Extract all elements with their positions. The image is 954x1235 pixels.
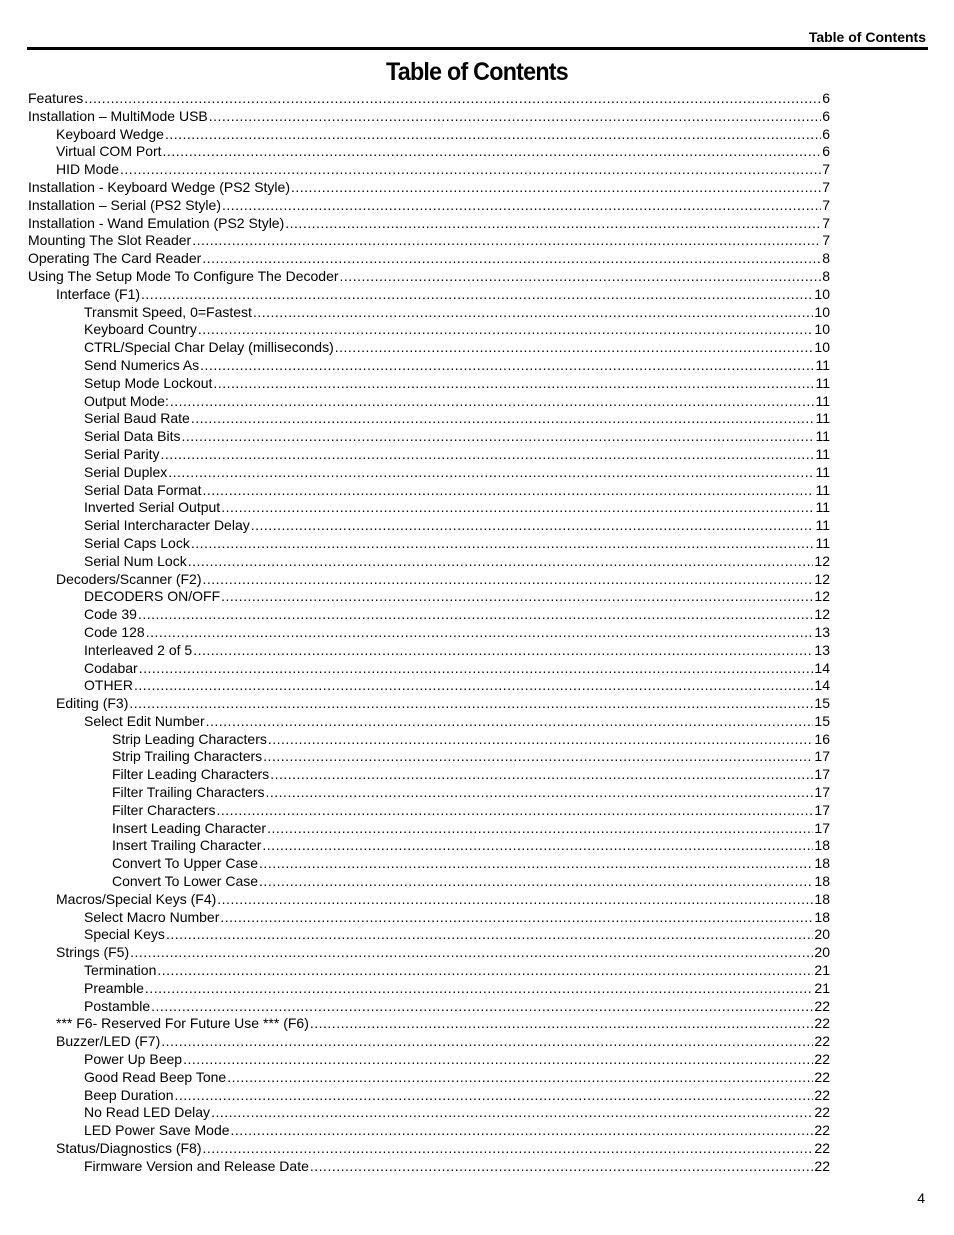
toc-entry-label: Select Edit Number <box>84 712 205 729</box>
toc-entry-label: No Read LED Delay <box>84 1104 211 1121</box>
toc-entry-page: 17 <box>814 748 830 765</box>
dot-leader <box>310 1015 814 1033</box>
dot-leader <box>231 1122 814 1140</box>
dot-leader <box>203 1140 814 1158</box>
dot-leader <box>253 304 813 322</box>
toc-entry[interactable] <box>28 1015 830 1033</box>
toc-entry-label: Macros/Special Keys (F4) <box>56 890 217 907</box>
toc-entry-label: Transmit Speed, 0=Fastest <box>84 303 252 320</box>
dot-leader <box>139 660 814 678</box>
dot-leader <box>146 624 814 642</box>
toc-entry-label: *** F6- Reserved For Future Use *** (F6) <box>56 1015 309 1032</box>
toc-entry-page: 11 <box>815 463 830 480</box>
toc-entry-label: Output Mode: <box>84 392 169 409</box>
toc-entry[interactable] <box>28 802 830 820</box>
toc-entry[interactable] <box>28 464 830 482</box>
toc-entry-page: 7 <box>822 161 830 178</box>
toc-entry-label: HID Mode <box>56 161 120 178</box>
toc-entry[interactable] <box>28 410 830 428</box>
toc-entry-page: 22 <box>814 1051 830 1068</box>
toc-entry-label: Buzzer/LED (F7) <box>56 1033 161 1050</box>
dot-leader <box>206 713 814 731</box>
toc-entry-page: 18 <box>814 855 830 872</box>
toc-entry-page: 17 <box>814 784 830 801</box>
toc-entry[interactable] <box>28 766 830 784</box>
toc-entry[interactable] <box>28 820 830 838</box>
toc-entry[interactable] <box>28 588 830 606</box>
toc-entry-page: 10 <box>814 321 830 338</box>
toc-entry[interactable] <box>28 446 830 464</box>
toc-entry-page: 22 <box>814 1033 830 1050</box>
toc-entry[interactable] <box>28 286 830 304</box>
toc-entry-page: 17 <box>814 819 830 836</box>
toc-entry-page: 15 <box>814 695 830 712</box>
dot-leader <box>168 464 814 482</box>
toc-entry-label: Send Numerics As <box>84 356 200 373</box>
toc-entry-page: 22 <box>814 1104 830 1121</box>
toc-entry[interactable] <box>28 624 830 642</box>
toc-entry[interactable] <box>28 944 830 962</box>
dot-leader <box>266 784 814 802</box>
dot-leader <box>227 1069 813 1087</box>
toc-entry-page: 18 <box>814 873 830 890</box>
dot-leader <box>263 748 813 766</box>
toc-entry-page: 11 <box>815 481 830 498</box>
toc-entry-page: 12 <box>814 570 830 587</box>
dot-leader <box>209 108 821 126</box>
toc-entry-label: Strip Leading Characters <box>112 730 267 747</box>
toc-entry-label: Installation – Serial (PS2 Style) <box>28 196 221 213</box>
toc-entry[interactable] <box>28 375 830 393</box>
dot-leader <box>220 909 813 927</box>
toc-entry-label: Insert Trailing Character <box>112 837 262 854</box>
dot-leader <box>120 161 821 179</box>
toc-entry-label: Setup Mode Lockout <box>84 374 213 391</box>
toc-entry-page: 17 <box>814 801 830 818</box>
toc-entry-label: Virtual COM Port <box>56 143 162 160</box>
toc-entry-page: 7 <box>822 232 830 249</box>
dot-leader <box>262 837 813 855</box>
toc-entry-page: 12 <box>814 606 830 623</box>
toc-entry[interactable] <box>28 660 830 678</box>
toc-entry-page: 18 <box>814 908 830 925</box>
toc-entry[interactable] <box>28 855 830 873</box>
dot-leader <box>221 588 813 606</box>
toc-entry[interactable] <box>28 731 830 749</box>
toc-entry-label: Code 128 <box>84 623 145 640</box>
toc-entry-page: 21 <box>814 962 830 979</box>
toc-entry-label: Interface (F1) <box>56 285 141 302</box>
dot-leader <box>221 499 814 517</box>
toc-entry-label: Operating The Card Reader <box>28 250 202 267</box>
toc-entry-label: Installation – MultiMode USB <box>28 107 208 124</box>
toc-entry[interactable] <box>28 161 830 179</box>
toc-entry-page: 11 <box>815 410 830 427</box>
toc-entry-label: Serial Duplex <box>84 463 168 480</box>
dot-leader <box>267 820 813 838</box>
toc-entry-page: 11 <box>815 499 830 516</box>
toc-entry-page: 11 <box>815 392 830 409</box>
toc-entry-page: 11 <box>815 517 830 534</box>
toc-entry-page: 22 <box>814 997 830 1014</box>
dot-leader <box>285 215 821 233</box>
toc-entry-page: 18 <box>814 890 830 907</box>
toc-entry-label: Decoders/Scanner (F2) <box>56 570 202 587</box>
toc-entry[interactable] <box>28 695 830 713</box>
toc-entry[interactable] <box>28 962 830 980</box>
toc-entry-page: 17 <box>814 766 830 783</box>
toc-entry-page: 8 <box>822 250 830 267</box>
toc-entry-page: 6 <box>822 125 830 142</box>
toc-entry[interactable] <box>28 926 830 944</box>
toc-entry-page: 20 <box>814 926 830 943</box>
toc-entry[interactable] <box>28 179 830 197</box>
toc-entry-page: 22 <box>814 1122 830 1139</box>
toc-entry-label: Features <box>28 90 84 106</box>
dot-leader <box>166 926 813 944</box>
toc-entry-label: Serial Data Bits <box>84 428 181 445</box>
dot-leader <box>340 268 821 286</box>
dot-leader <box>188 553 814 571</box>
dot-leader <box>335 339 814 357</box>
dot-leader <box>222 197 821 215</box>
toc-entry-page: 22 <box>814 1068 830 1085</box>
toc-entry-label: Keyboard Wedge <box>56 125 164 142</box>
toc-entry-page: 11 <box>815 374 830 391</box>
toc-entry[interactable] <box>28 517 830 535</box>
toc-entry-page: 12 <box>814 552 830 569</box>
toc-entry-label: Filter Leading Characters <box>112 766 270 783</box>
toc-entry-label: Filter Characters <box>112 801 216 818</box>
toc-entry-page: 22 <box>814 1140 830 1157</box>
toc-entry[interactable] <box>28 891 830 909</box>
toc-entry[interactable] <box>28 909 830 927</box>
toc-entry[interactable] <box>28 215 830 233</box>
toc-entry-label: OTHER <box>84 677 133 694</box>
toc-entry-label: Serial Baud Rate <box>84 410 190 427</box>
dot-leader <box>130 944 813 962</box>
toc-entry-page: 14 <box>814 659 830 676</box>
dot-leader <box>191 410 815 428</box>
toc-entry-page: 22 <box>814 1157 830 1174</box>
toc-entry-page: 20 <box>814 944 830 961</box>
toc-entry[interactable] <box>28 1104 830 1122</box>
dot-leader <box>163 143 821 161</box>
toc-entry[interactable] <box>28 339 830 357</box>
dot-leader <box>145 980 814 998</box>
toc-entry[interactable] <box>28 1087 830 1105</box>
toc-entry[interactable] <box>28 1033 830 1051</box>
toc-entry-label: Mounting The Slot Reader <box>28 232 192 249</box>
toc-entry-label: Codabar <box>84 659 138 676</box>
toc-entry[interactable] <box>28 482 830 500</box>
toc-entry-page: 11 <box>815 356 830 373</box>
dot-leader <box>310 1158 814 1176</box>
toc-entry[interactable] <box>28 197 830 215</box>
toc-entry[interactable] <box>28 677 830 695</box>
dot-leader <box>181 428 814 446</box>
dot-leader <box>291 179 821 197</box>
toc-entry[interactable] <box>28 428 830 446</box>
toc-entry-label: Serial Intercharacter Delay <box>84 517 250 534</box>
dot-leader <box>251 517 815 535</box>
toc-entry[interactable] <box>28 553 830 571</box>
dot-leader <box>192 232 821 250</box>
dot-leader <box>175 1087 814 1105</box>
toc-entry[interactable] <box>28 837 830 855</box>
dot-leader <box>165 126 821 144</box>
dot-leader <box>203 571 814 589</box>
toc-entry[interactable] <box>28 713 830 731</box>
toc-entry[interactable] <box>28 250 830 268</box>
dot-leader <box>138 606 813 624</box>
toc-entry[interactable] <box>28 1158 830 1176</box>
toc-entry[interactable] <box>28 642 830 660</box>
dot-leader <box>183 1051 813 1069</box>
toc-entry-label: Convert To Lower Case <box>112 873 259 890</box>
toc-entry-label: Installation - Wand Emulation (PS2 Style) <box>28 214 285 231</box>
toc-entry-page: 22 <box>814 1015 830 1032</box>
dot-leader <box>193 642 813 660</box>
dot-leader <box>129 695 813 713</box>
dot-leader <box>202 250 821 268</box>
toc-entry[interactable] <box>28 393 830 411</box>
toc-entry-label: Convert To Upper Case <box>112 855 259 872</box>
toc-entry-label: Interleaved 2 of 5 <box>84 641 193 658</box>
toc-entry-label: Using The Setup Mode To Configure The Decoder <box>28 267 339 284</box>
dot-leader <box>259 873 813 891</box>
dot-leader <box>151 998 813 1016</box>
toc-entry-label: CTRL/Special Char Delay (milliseconds) <box>84 339 334 356</box>
toc-entry-label: Insert Leading Character <box>112 819 267 836</box>
toc-entry-page: 6 <box>822 143 830 160</box>
toc-entry-page: 11 <box>815 445 830 462</box>
toc-entry-page: 7 <box>822 214 830 231</box>
toc-entry[interactable] <box>28 873 830 891</box>
toc-entry-page: 10 <box>814 285 830 302</box>
toc-entry-page: 16 <box>814 730 830 747</box>
toc-entry[interactable] <box>28 784 830 802</box>
toc-entry-page: 10 <box>814 339 830 356</box>
toc-entry[interactable] <box>28 571 830 589</box>
toc-entry-label: Status/Diagnostics (F8) <box>56 1140 202 1157</box>
toc-entry-page: 14 <box>814 677 830 694</box>
toc-entry-label: Special Keys <box>84 926 165 943</box>
dot-leader <box>213 375 814 393</box>
toc-entry[interactable] <box>28 1069 830 1087</box>
header-rule <box>27 47 928 50</box>
toc-entry-label: Keyboard Country <box>84 321 197 338</box>
toc-entry[interactable] <box>28 1051 830 1069</box>
dot-leader <box>161 1033 813 1051</box>
toc-entry[interactable] <box>28 268 830 286</box>
toc-entry-label: Firmware Version and Release Date <box>84 1157 309 1174</box>
toc-entry-label: Serial Parity <box>84 445 160 462</box>
toc-entry-label: Serial Num Lock <box>84 552 187 569</box>
toc-entry-label: Inverted Serial Output <box>84 499 221 516</box>
dot-leader <box>202 482 814 500</box>
page-title: Table of Contents <box>386 58 568 86</box>
running-header: Table of Contents <box>808 29 926 45</box>
toc-entry-page: 7 <box>822 178 830 195</box>
toc-entry[interactable] <box>28 90 830 108</box>
toc-entry-label: Code 39 <box>84 606 137 623</box>
dot-leader <box>170 393 815 411</box>
dot-leader <box>216 802 813 820</box>
toc-entry-label: Strip Trailing Characters <box>112 748 263 765</box>
toc-entry-page: 6 <box>822 107 830 124</box>
toc-entry-page: 8 <box>822 267 830 284</box>
toc-entry-page: 7 <box>822 196 830 213</box>
toc-entry[interactable] <box>28 1122 830 1140</box>
toc-entry-page: 11 <box>815 534 830 551</box>
toc-entry[interactable] <box>28 304 830 322</box>
toc-entry-page: 18 <box>814 837 830 854</box>
toc-entry-label: Serial Data Format <box>84 481 202 498</box>
dot-leader <box>84 90 821 108</box>
toc-entry-label: LED Power Save Mode <box>84 1122 230 1139</box>
toc-entry-page: 10 <box>814 303 830 320</box>
toc-entry-page: 13 <box>814 623 830 640</box>
dot-leader <box>157 962 813 980</box>
dot-leader <box>191 535 815 553</box>
toc-entry[interactable] <box>28 1140 830 1158</box>
dot-leader <box>217 891 813 909</box>
dot-leader <box>259 855 813 873</box>
toc-entry-label: Strings (F5) <box>56 944 130 961</box>
toc-entry-page: 6 <box>822 90 830 106</box>
dot-leader <box>198 321 814 339</box>
toc-entry[interactable] <box>28 143 830 161</box>
toc-entry-label: Installation - Keyboard Wedge (PS2 Style) <box>28 178 290 195</box>
toc-entry[interactable] <box>28 748 830 766</box>
toc-entry-label: Select Macro Number <box>84 908 220 925</box>
dot-leader <box>200 357 814 375</box>
toc-entry-label: Termination <box>84 962 157 979</box>
toc-entry[interactable] <box>28 126 830 144</box>
toc-entry-label: Beep Duration <box>84 1086 174 1103</box>
toc-entry-label: Postamble <box>84 997 151 1014</box>
dot-leader <box>268 731 814 749</box>
toc-entry[interactable] <box>28 321 830 339</box>
toc-entry-label: Editing (F3) <box>56 695 129 712</box>
toc-entry[interactable] <box>28 998 830 1016</box>
toc-entry-label: Filter Trailing Characters <box>112 784 265 801</box>
toc-entry-page: 15 <box>814 712 830 729</box>
toc-entry-page: 22 <box>814 1086 830 1103</box>
dot-leader <box>141 286 813 304</box>
toc-entry-page: 12 <box>814 588 830 605</box>
toc-entry-label: Power Up Beep <box>84 1051 183 1068</box>
dot-leader <box>160 446 814 464</box>
toc-entry[interactable] <box>28 357 830 375</box>
dot-leader <box>270 766 813 784</box>
toc-entry-page: 11 <box>815 428 830 445</box>
toc-entry[interactable] <box>28 232 830 250</box>
dot-leader <box>134 677 813 695</box>
toc-entry-label: Preamble <box>84 979 144 996</box>
toc-entry[interactable] <box>28 535 830 553</box>
table-of-contents <box>28 90 830 1176</box>
toc-entry-label: DECODERS ON/OFF <box>84 588 221 605</box>
toc-entry-label: Serial Caps Lock <box>84 534 190 551</box>
toc-entry-page: 13 <box>814 641 830 658</box>
toc-entry[interactable] <box>28 606 830 624</box>
toc-entry-page: 21 <box>814 979 830 996</box>
toc-entry[interactable] <box>28 108 830 126</box>
toc-entry-label: Good Read Beep Tone <box>84 1068 227 1085</box>
page-number: 4 <box>917 1190 925 1206</box>
toc-entry[interactable] <box>28 499 830 517</box>
dot-leader <box>211 1104 813 1122</box>
toc-entry[interactable] <box>28 980 830 998</box>
